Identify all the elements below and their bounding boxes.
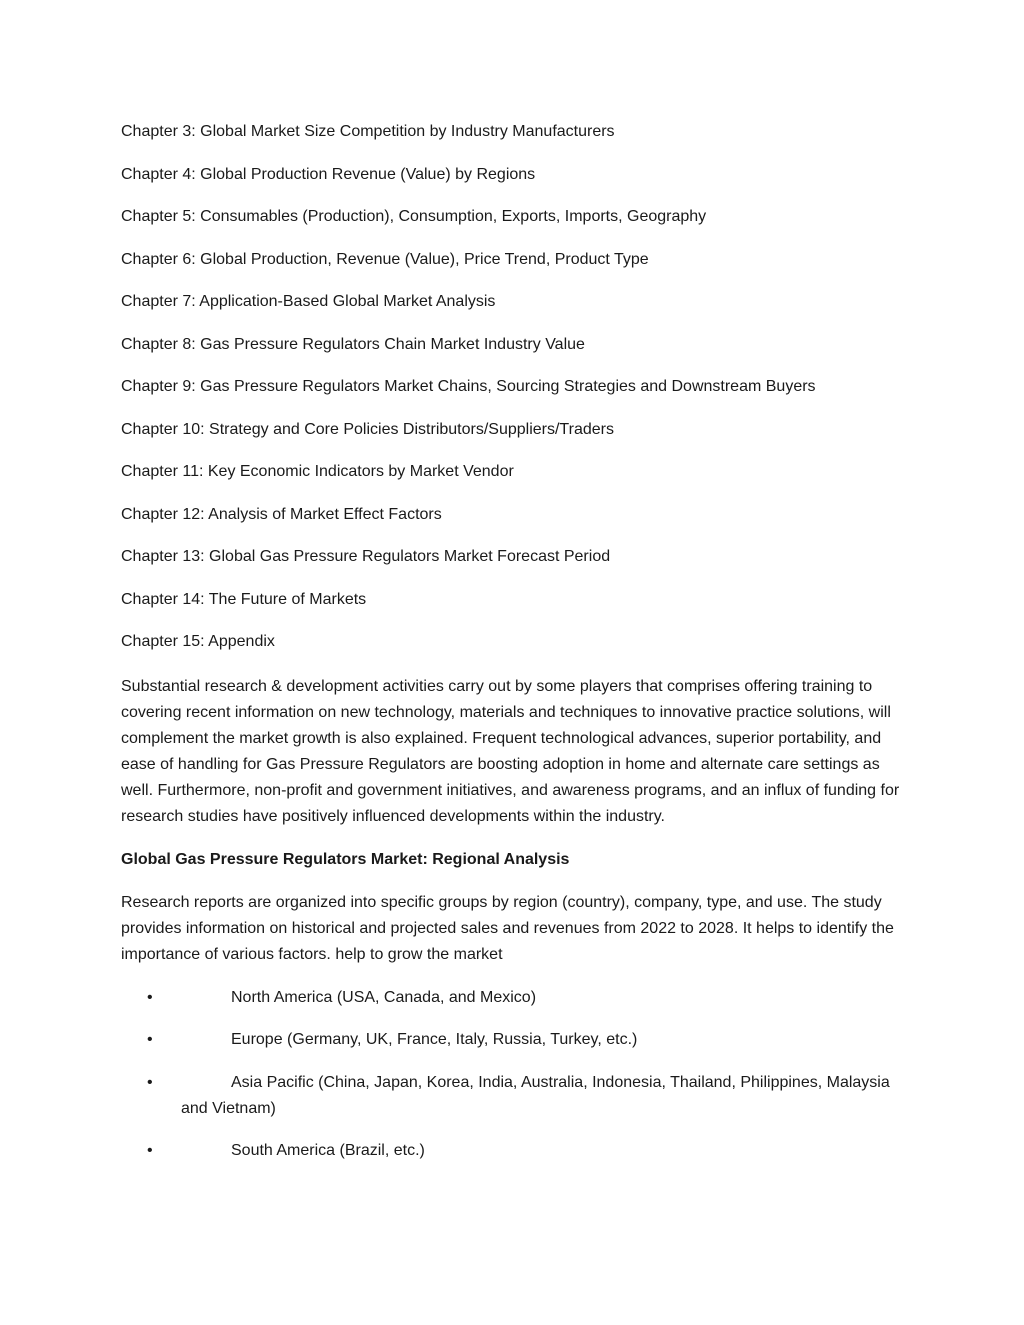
bullet-icon: • bbox=[147, 1073, 153, 1091]
bullet-icon: • bbox=[147, 988, 153, 1006]
chapter-item: Chapter 8: Gas Pressure Regulators Chain Market Industry Value bbox=[121, 335, 585, 353]
region-label: Asia Pacific (China, Japan, Korea, India, Australia, Indonesia, Thailand, Philippines, Malaysia and Vietnam) bbox=[181, 1073, 890, 1117]
chapter-item: Chapter 9: Gas Pressure Regulators Market Chains, Sourcing Strategies and Downstream Buyers bbox=[121, 378, 816, 395]
chapter-item: Chapter 14: The Future of Markets bbox=[121, 590, 367, 608]
chapter-item: Chapter 13: Global Gas Pressure Regulators Market Forecast Period bbox=[121, 548, 611, 565]
chapter-item: Chapter 10: Strategy and Core Policies Distributors/Suppliers/Traders bbox=[121, 420, 614, 438]
region-label: South America (Brazil, etc.) bbox=[231, 1142, 425, 1159]
chapter-item: Chapter 11: Key Economic Indicators by Market Vendor bbox=[121, 463, 514, 480]
region-list-item bbox=[121, 985, 911, 1011]
section-heading: Global Gas Pressure Regulators Market: Regional Analysis bbox=[121, 850, 570, 868]
region-list-item bbox=[121, 1070, 911, 1122]
region-list-item bbox=[121, 1027, 911, 1053]
chapter-item: Chapter 4: Global Production Revenue (Value) by Regions bbox=[121, 165, 536, 183]
region-list-item bbox=[121, 1138, 911, 1164]
region-label: North America (USA, Canada, and Mexico) bbox=[231, 988, 537, 1006]
document-body bbox=[121, 121, 911, 1181]
region-label: Europe (Germany, UK, France, Italy, Russia, Turkey, etc.) bbox=[231, 1031, 638, 1048]
regional-intro-paragraph: Research reports are organized into specific groups by region (country), company, type, and use. The study provides information on historical and projected sales and revenues from 2022 to 2028. It helps to identify the importance of various factors. help to grow the market bbox=[121, 893, 894, 963]
region-list bbox=[121, 985, 911, 1165]
bullet-icon: • bbox=[147, 1142, 153, 1159]
research-paragraph: Substantial research & development activities carry out by some players that comprises offering training to covering recent information on new technology, materials and techniques to innovative practice solutions, will complement the market growth is also explained. Frequent technological advances, superior portability, and ease of handling for Gas Pressure Regulators are boosting adoption in home and alternate care settings as well. Furthermore, non-profit and government initiatives, and awareness programs, and an influx of funding for research studies have positively influenced developments within the industry. bbox=[121, 677, 900, 825]
chapter-item: Chapter 3: Global Market Size Competition by Industry Manufacturers bbox=[121, 123, 615, 140]
bullet-icon: • bbox=[147, 1031, 153, 1048]
chapter-list bbox=[121, 121, 911, 653]
chapter-item: Chapter 12: Analysis of Market Effect Factors bbox=[121, 505, 442, 523]
chapter-item: Chapter 6: Global Production, Revenue (Value), Price Trend, Product Type bbox=[121, 250, 649, 268]
chapter-item: Chapter 5: Consumables (Production), Consumption, Exports, Imports, Geography bbox=[121, 208, 707, 225]
chapter-item: Chapter 7: Application-Based Global Market Analysis bbox=[121, 293, 496, 310]
chapter-item: Chapter 15: Appendix bbox=[121, 633, 275, 650]
